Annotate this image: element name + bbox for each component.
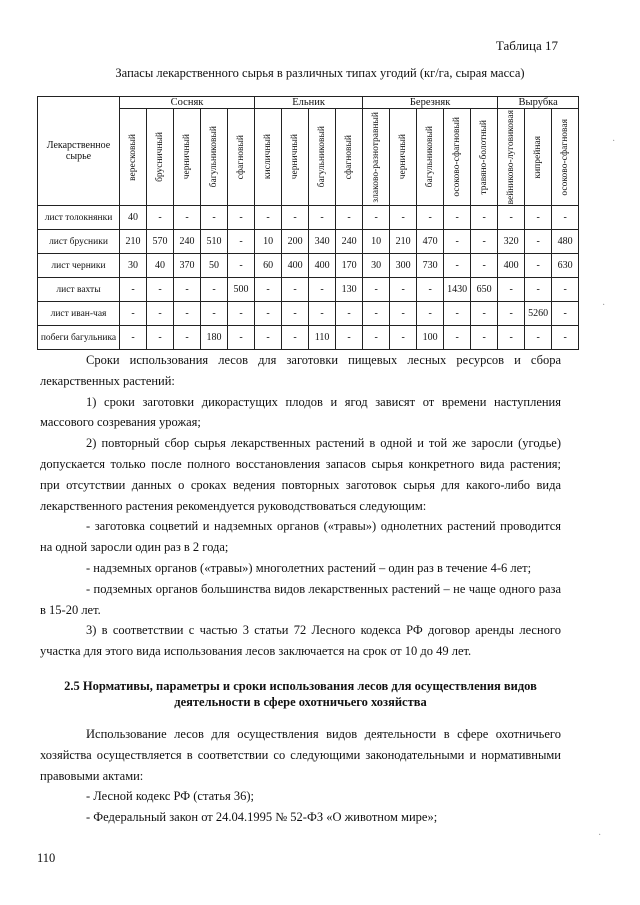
table-cell: - (444, 230, 471, 254)
paragraph: Сроки использования лесов для заготовки пищевых лесных ресурсов и сбора лекарственных растений: (40, 353, 561, 388)
row-label: лист черники (38, 254, 120, 278)
table-cell: - (228, 326, 255, 350)
table-cell: - (147, 326, 174, 350)
table-cell: - (255, 278, 282, 302)
row-label: лист вахты (38, 278, 120, 302)
paragraph: 1) сроки заготовки дикорастущих плодов и ягод зависят от времени наступления массового созревания урожая; (40, 394, 561, 430)
table-cell: - (228, 254, 255, 278)
column-header (228, 109, 255, 206)
column-header (444, 109, 471, 206)
table-cell: - (255, 302, 282, 326)
column-header-label: черничный (182, 134, 192, 180)
column-header-label: черничный (398, 134, 409, 180)
row-label: побеги багульника (38, 326, 120, 350)
table-cell: - (120, 302, 147, 326)
column-header (336, 109, 363, 206)
table-cell: 210 (390, 230, 417, 254)
column-header-label: травяно-болотный (479, 119, 490, 195)
table-cell: - (336, 206, 363, 230)
table-cell: - (390, 302, 417, 326)
table-cell: - (525, 326, 552, 350)
table-cell: - (552, 326, 579, 350)
table-cell: 1430 (444, 278, 471, 302)
scan-speck: · (602, 300, 606, 311)
scan-speck: · (612, 136, 616, 147)
column-header-label: сфагновый (236, 134, 247, 180)
table-cell: - (228, 230, 255, 254)
table-cell: - (498, 326, 525, 350)
column-header-label: багульниковый (317, 126, 328, 188)
table-cell: 630 (552, 254, 579, 278)
column-header-label: брусничный (155, 132, 165, 182)
table-cell: - (309, 206, 336, 230)
table-cell: - (174, 326, 201, 350)
table-cell: - (174, 206, 201, 230)
medicinal-raw-materials-table (37, 96, 579, 350)
table-cell: 10 (363, 230, 390, 254)
table-cell: - (471, 254, 498, 278)
column-header (255, 109, 282, 206)
column-header (498, 109, 525, 206)
column-header-label: осоково-сфагновая (560, 118, 571, 196)
table-cell: - (471, 326, 498, 350)
table-cell: - (552, 206, 579, 230)
body-text (40, 350, 561, 828)
column-header-label: вересковый (128, 133, 138, 181)
table-cell: 570 (147, 230, 174, 254)
table-cell: - (552, 278, 579, 302)
table-cell: - (444, 326, 471, 350)
table-row (38, 326, 579, 350)
table-cell: - (525, 230, 552, 254)
table-cell: 510 (201, 230, 228, 254)
column-header (120, 109, 147, 206)
table-cell: - (120, 278, 147, 302)
table-cell: 40 (120, 206, 147, 230)
column-header-label: багульниковый (209, 126, 219, 188)
column-header (174, 109, 201, 206)
column-header (147, 109, 174, 206)
table-cell: - (552, 302, 579, 326)
table-cell: - (525, 278, 552, 302)
table-cell: 300 (390, 254, 417, 278)
table-cell: - (390, 326, 417, 350)
table-cell: - (201, 278, 228, 302)
table-cell: - (282, 302, 309, 326)
table-cell: 5260 (525, 302, 552, 326)
table-cell: - (417, 302, 444, 326)
table-cell: - (174, 278, 201, 302)
table-cell: - (525, 206, 552, 230)
table-cell: - (336, 326, 363, 350)
row-label: лист брусники (38, 230, 120, 254)
scan-speck: · (598, 830, 602, 841)
table-cell: - (471, 206, 498, 230)
column-header (309, 109, 336, 206)
table-cell: - (525, 254, 552, 278)
section-heading: 2.5 Нормативы, параметры и сроки использования лесов для осуществления видов деятельности в сфере охотничьего хозяйства (64, 678, 537, 709)
column-header (363, 109, 390, 206)
table-cell: 470 (417, 230, 444, 254)
table-cell: 240 (174, 230, 201, 254)
table-cell: - (498, 278, 525, 302)
group-header: Вырубка (498, 97, 579, 109)
column-header (471, 109, 498, 206)
table-row (38, 278, 579, 302)
paragraph: Использование лесов для осуществления видов деятельности в сфере охотничьего хозяйства осуществляется в соответствии со следующими законодательными и нормативными правовыми актами: (40, 726, 561, 783)
paragraph: - надземных органов («травы») многолетних растений – один раз в течение 4-6 лет; (86, 560, 532, 575)
table-cell: 60 (255, 254, 282, 278)
table-cell: - (471, 230, 498, 254)
column-header-label: осоково-сфагновый (452, 117, 463, 197)
table-cell: 30 (120, 254, 147, 278)
table-cell: - (417, 206, 444, 230)
corner-header: Лекарственное сырье (38, 97, 120, 206)
table-cell: - (282, 326, 309, 350)
table-cell: 370 (174, 254, 201, 278)
table-cell: - (363, 206, 390, 230)
row-label: лист толокнянки (38, 206, 120, 230)
table-cell: 650 (471, 278, 498, 302)
table-number: Таблица 17 (495, 38, 558, 53)
column-header (552, 109, 579, 206)
column-header-label: кисличный (263, 134, 274, 180)
table-cell: - (390, 206, 417, 230)
column-header-label: вейниково-луговиковая (506, 109, 517, 205)
table-cell: 40 (147, 254, 174, 278)
paragraph: - Лесной кодекс РФ (статья 36); (86, 789, 254, 804)
table-cell: 200 (282, 230, 309, 254)
table-cell: 340 (309, 230, 336, 254)
table-cell: 320 (498, 230, 525, 254)
paragraph: - подземных органов большинства видов лекарственных растений – не чаще одного раза в 15-20 лет. (40, 581, 561, 617)
table-cell: - (147, 302, 174, 326)
table-caption: Запасы лекарственного сырья в различных типах угодий (кг/га, сырая масса) (115, 66, 525, 80)
row-label: лист иван-чая (38, 302, 120, 326)
table-cell: - (147, 206, 174, 230)
table-cell: - (174, 302, 201, 326)
table-cell: 480 (552, 230, 579, 254)
column-header (390, 109, 417, 206)
table-cell: 400 (309, 254, 336, 278)
table-cell: - (228, 302, 255, 326)
column-header-label: багульниковый (425, 126, 436, 188)
column-header (282, 109, 309, 206)
table-cell: - (228, 206, 255, 230)
table-cell: 730 (417, 254, 444, 278)
table-cell: - (120, 326, 147, 350)
table-cell: 10 (255, 230, 282, 254)
table-cell: - (498, 302, 525, 326)
table-cell: - (201, 206, 228, 230)
table-cell: 100 (417, 326, 444, 350)
table-cell: 400 (282, 254, 309, 278)
table-cell: 180 (201, 326, 228, 350)
table-cell: - (255, 206, 282, 230)
column-header (417, 109, 444, 206)
table-cell: 240 (336, 230, 363, 254)
table-row (38, 206, 579, 230)
table-cell: - (363, 326, 390, 350)
column-header-label: черничный (290, 134, 301, 180)
column-header (201, 109, 228, 206)
table-cell: - (147, 278, 174, 302)
table-cell: 30 (363, 254, 390, 278)
table-cell: - (255, 326, 282, 350)
page-number: 110 (37, 851, 56, 865)
table-cell: 110 (309, 326, 336, 350)
group-header: Сосняк (120, 97, 255, 109)
table-cell: - (444, 206, 471, 230)
table-cell: - (444, 302, 471, 326)
column-header-label: злаково-разнотравный (371, 111, 382, 203)
table-cell: 400 (498, 254, 525, 278)
table-cell: 210 (120, 230, 147, 254)
paragraph: 3) в соответствии с частью 3 статьи 72 Лесного кодекса РФ договор аренды лесного участка для этого вида использования лесов заключается на срок от 10 до 49 лет. (40, 623, 561, 659)
table-cell: 500 (228, 278, 255, 302)
table-cell: - (201, 302, 228, 326)
group-header: Березняк (363, 97, 498, 109)
column-header-label: сфагновый (344, 134, 355, 180)
paragraph: 2) повторный сбор сырья лекарственных растений в одной и той же заросли (угодье) допускается только после полного восстановления запасов сырья конкретного вида растения; при отсутствии данных о сроках ведения повторных заготовок сырья для какого-либо вида лекарственного растения рекомендуется руководствоваться следующим: (40, 436, 561, 513)
table-cell: - (471, 302, 498, 326)
table-cell: 170 (336, 254, 363, 278)
group-header: Ельник (255, 97, 363, 109)
paragraph: - заготовка соцветий и надземных органов («травы») однолетних растений проводится на одной заросли один раз в 2 года; (40, 519, 561, 555)
table-cell: - (282, 206, 309, 230)
table-cell: - (336, 302, 363, 326)
table-cell: - (498, 206, 525, 230)
table-row (38, 254, 579, 278)
table-cell: 130 (336, 278, 363, 302)
table-cell: - (363, 278, 390, 302)
table-cell: - (390, 278, 417, 302)
table-cell: 50 (201, 254, 228, 278)
paragraph: - Федеральный закон от 24.04.1995 № 52-ФЗ «О животном мире»; (86, 810, 438, 825)
table-cell: - (309, 302, 336, 326)
table-row (38, 230, 579, 254)
table-cell: - (444, 254, 471, 278)
table-row (38, 302, 579, 326)
column-header (525, 109, 552, 206)
table-cell: - (309, 278, 336, 302)
table-cell: - (417, 278, 444, 302)
table-cell: - (282, 278, 309, 302)
column-header-label: кипрейная (533, 135, 544, 179)
table-cell: - (363, 302, 390, 326)
